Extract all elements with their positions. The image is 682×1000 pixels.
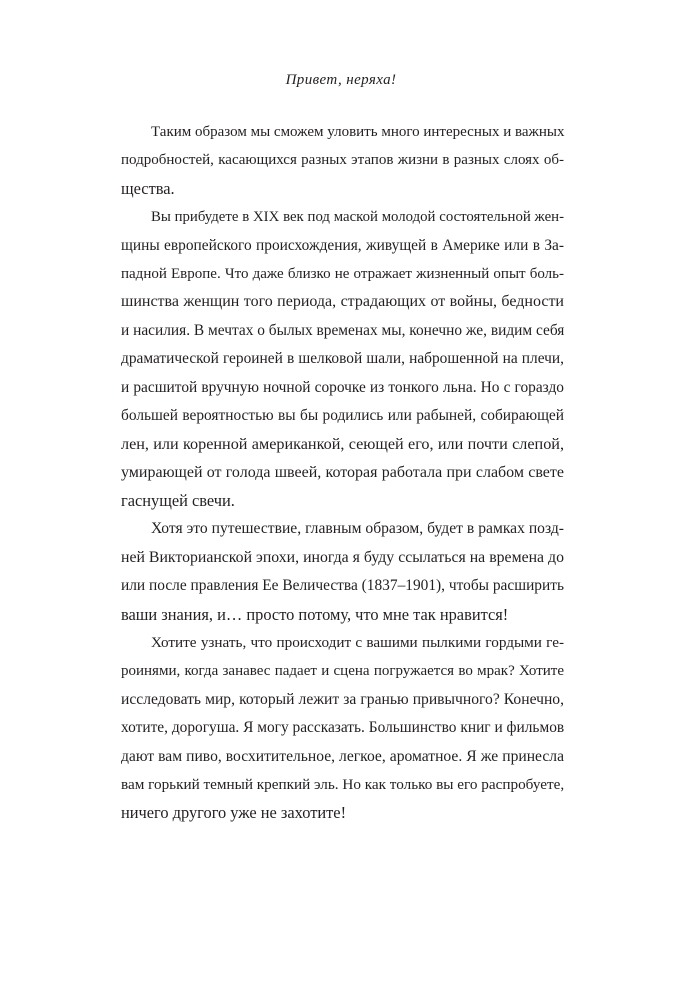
- text-line: Вы прибудете в XIX век под маской молодой состоятельной жен-: [151, 209, 564, 226]
- text-line: гаснущей свечи.: [121, 491, 235, 511]
- paragraph: [121, 118, 564, 203]
- paragraph: [121, 629, 564, 828]
- text-line: лен, или коренной американкой, сеющей его, или почти слепой,: [121, 435, 564, 454]
- text-line: ней Викторианской эпохи, иногда я буду ссылаться на времена до: [121, 548, 564, 566]
- text-line: или после правления Ее Величества (1837–1901), чтобы расширить: [121, 577, 564, 595]
- text-line: падной Европе. Что даже близко не отражает жизненный опыт боль-: [121, 265, 564, 282]
- paragraph: [121, 515, 564, 629]
- text-line: щины европейского происхождения, живущей в Америке или в За-: [121, 236, 564, 254]
- running-head: Привет, неряха!: [285, 72, 397, 88]
- text-line: роинями, когда занавес падает и сцена погружается во мрак? Хотите: [121, 663, 564, 680]
- text-line: исследовать мир, который лежит за гранью привычного? Конечно,: [121, 690, 564, 708]
- paragraph: [121, 203, 564, 515]
- text-line: ничего другого уже не захотите!: [121, 803, 347, 823]
- text-line: Таким образом мы сможем уловить много интересных и важных: [151, 124, 565, 140]
- text-line: вам горький темный крепкий эль. Но как только вы его распробуете,: [121, 775, 565, 793]
- text-line: Хотя это путешествие, главным образом, будет в рамках позд-: [151, 520, 564, 538]
- text-line: хотите, дорогуша. Я могу рассказать. Большинство книг и фильмов: [121, 719, 565, 737]
- text-line: и насилия. В мечтах о былых временах мы, конечно же, видим себя: [121, 321, 565, 339]
- text-line: Хотите узнать, что происходит с вашими пылкими гордыми ге-: [151, 634, 564, 652]
- text-line: дают вам пиво, восхитительное, легкое, ароматное. Я же принесла: [121, 747, 564, 765]
- text-line: умирающей от голода швеей, которая работала при слабом свете: [121, 463, 564, 481]
- text-line: драматической героиней в шелковой шали, наброшенной на плечи,: [121, 350, 564, 368]
- text-line: щества.: [121, 178, 175, 198]
- text-line: шинства женщин того периода, страдающих от войны, бедности: [121, 293, 564, 311]
- text-line: ваши знания, и… просто потому, что мне так нравится!: [121, 604, 509, 624]
- body-text: [121, 118, 564, 828]
- text-line: и расшитой вручную ночной сорочке из тонкого льна. Но с гораздо: [121, 378, 564, 396]
- text-line: большей вероятностью вы бы родились или рабыней, собирающей: [121, 406, 564, 424]
- text-line: подробностей, касающихся разных этапов жизни в разных слоях об-: [121, 152, 564, 169]
